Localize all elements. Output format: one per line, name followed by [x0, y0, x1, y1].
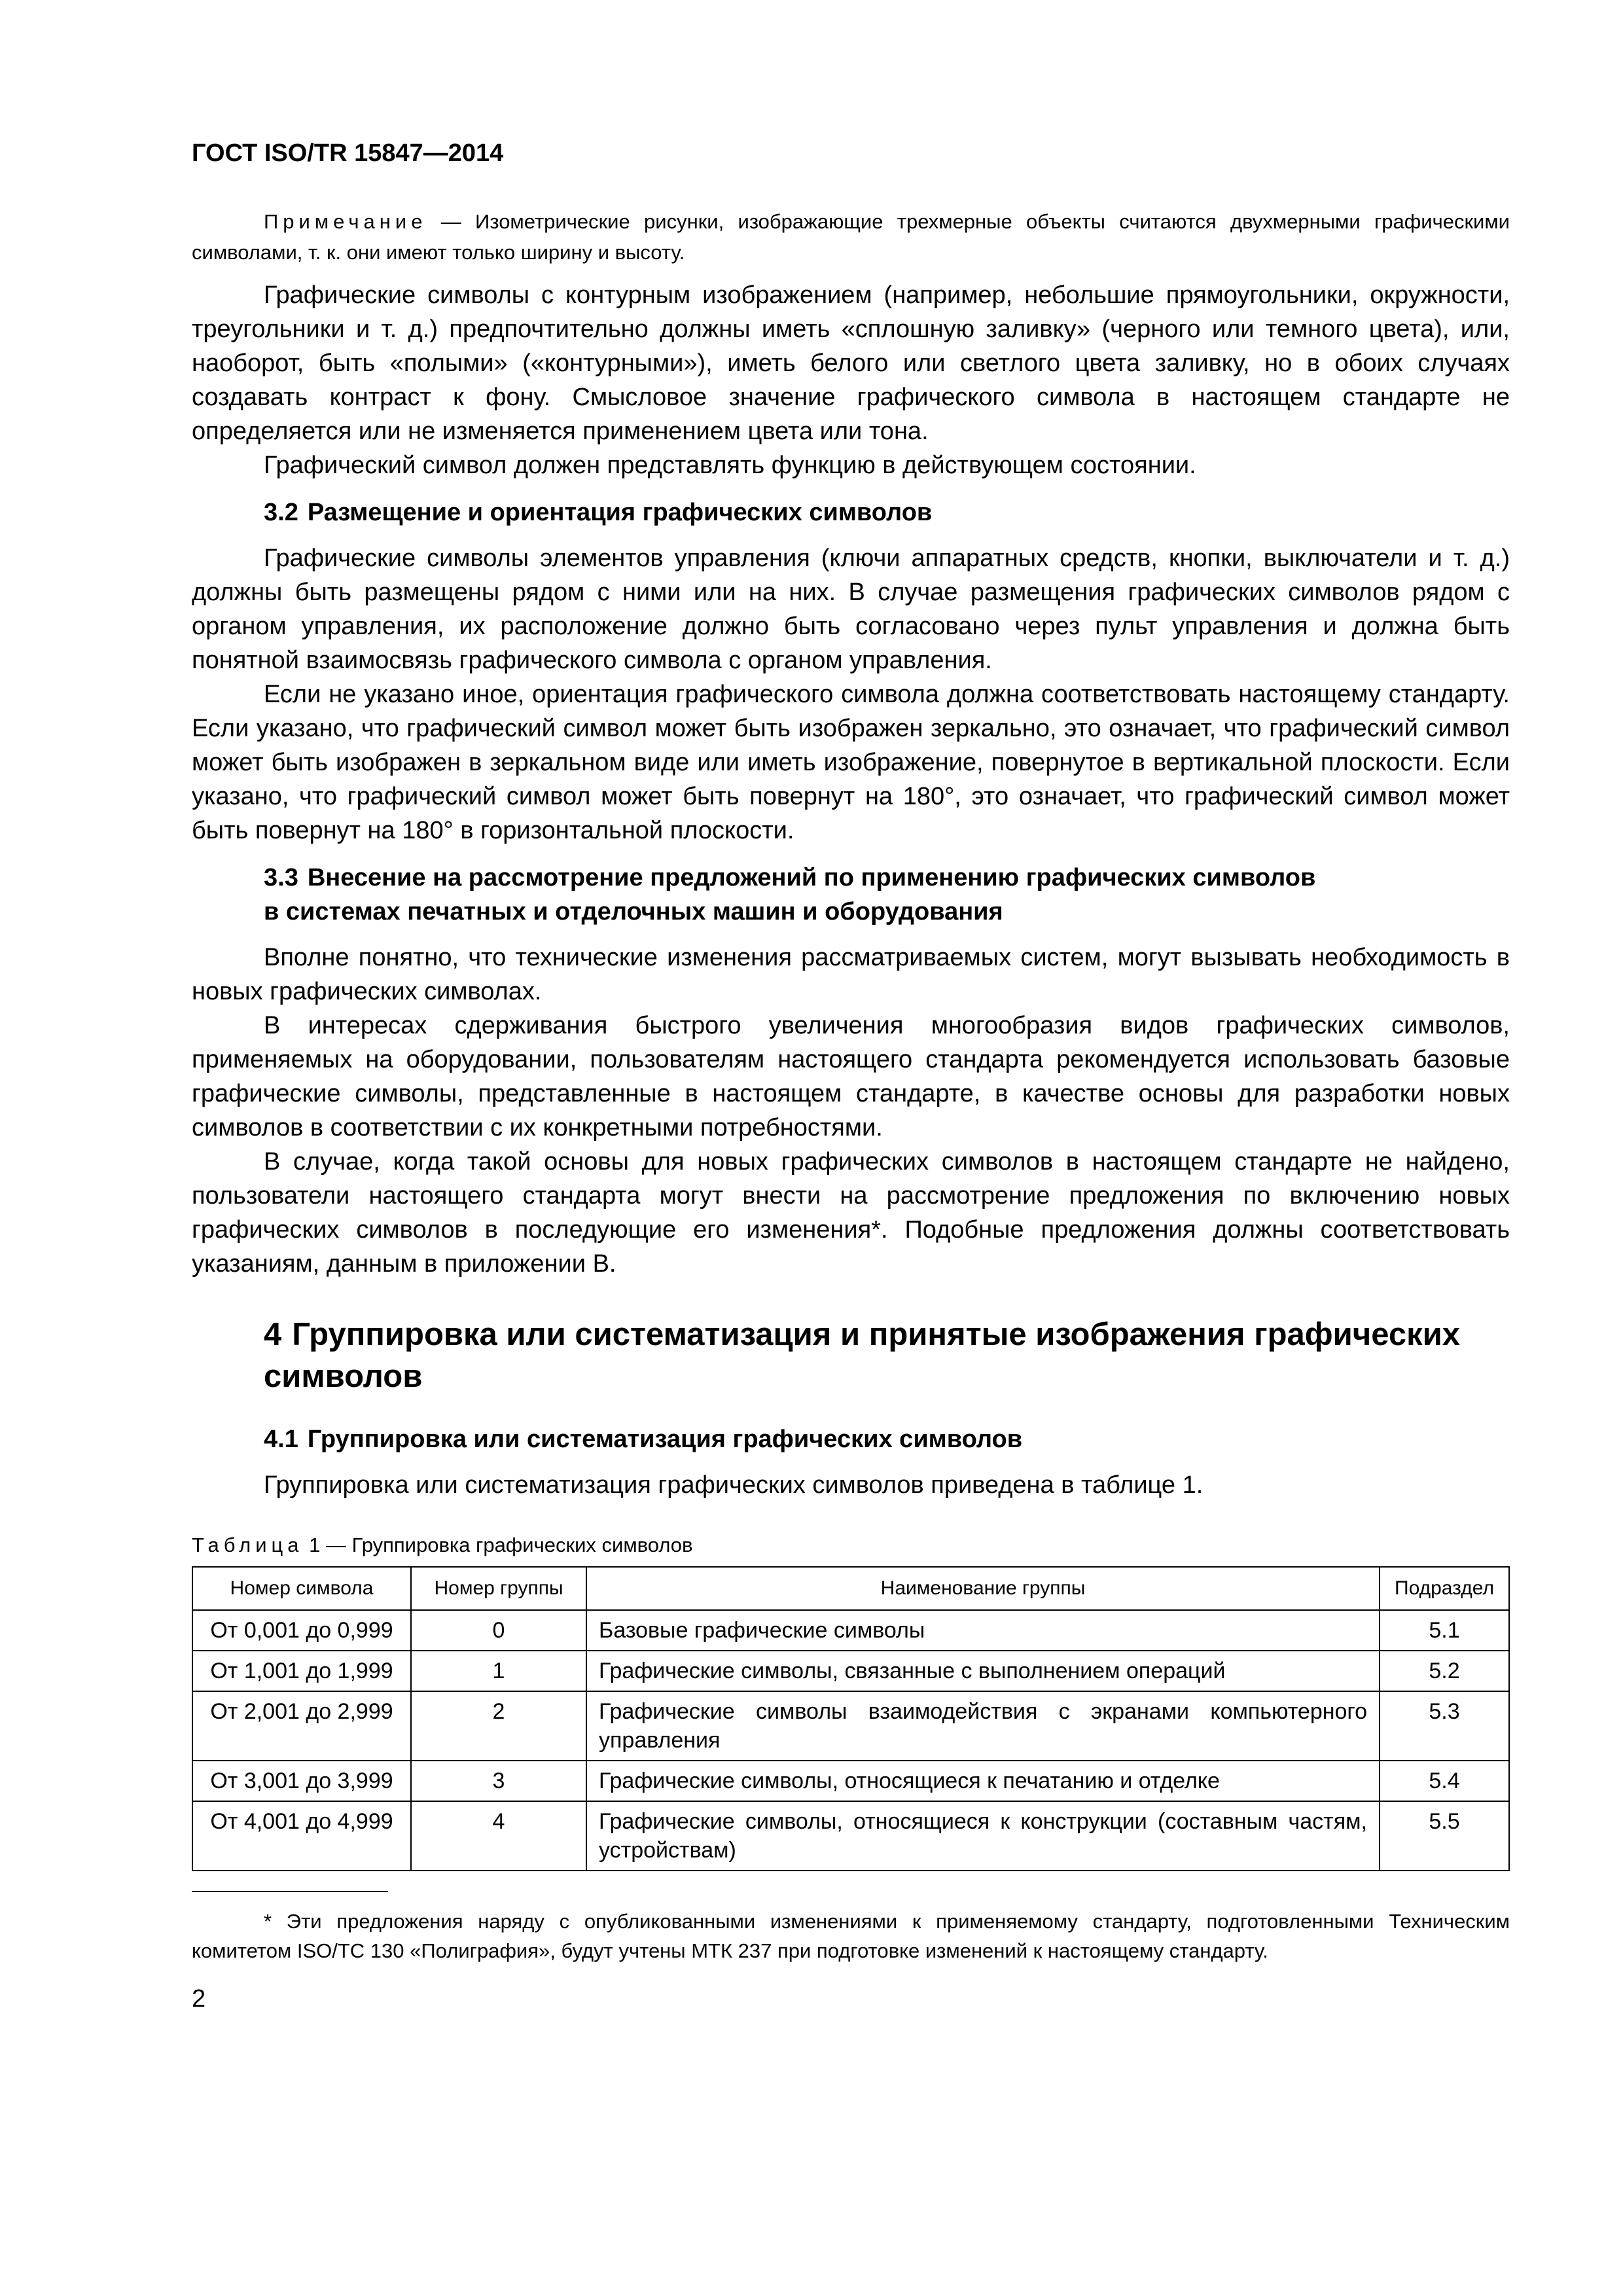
table-cell: От 1,001 до 1,999	[192, 1651, 411, 1691]
subsection-heading-4-1	[192, 1422, 1510, 1456]
paragraph: В случае, когда такой основы для новых графических символов в настоящем стандарте не найдено, пользователи настоящего стандарта могут внести на рассмотрение предложения по включению новых графических символов в последующие его изменения*. Подобные предложения должны соответствовать указаниям, данным в приложении В.	[192, 1148, 1510, 1278]
table-cell: 3	[411, 1761, 586, 1801]
paragraph: Если не указано иное, ориентация графического символа должна соответствовать настоящему стандарту. Если указано, что графический символ может быть изображен зеркально, это означает, что графический символ может быть изображен в зеркальном виде или иметь изображение, повернутое в вертикальной плоскости. Если указано, что графический символ может быть повернут на 180°, это означает, что графический символ может быть повернут на 180° в горизонтальной плоскости.	[192, 681, 1510, 844]
table-caption-label: Таблица	[192, 1534, 304, 1556]
table-cell: 5.5	[1380, 1801, 1509, 1871]
table-cell: 0	[411, 1610, 586, 1651]
table-row	[192, 1761, 1509, 1801]
paragraph: Графические символы элементов управления (ключи аппаратных средств, кнопки, выключатели и т. д.) должны быть размещены рядом с ними или на них. В случае размещения графических символов рядом с органом управления, их расположение должно быть согласовано через пульт управления и должна быть понятной взаимосвязь графического символа с органом управления.	[192, 545, 1510, 674]
footnote: * Эти предложения наряду с опубликованными изменениями к применяемому стандарту, подготовленными Техническим комитетом ISO/TC 130 «Полиграфия», будут учтены МТК 237 при подготовке изменений к настоящему стандарту.	[192, 1910, 1510, 1962]
section-heading-4	[192, 1314, 1510, 1397]
table-cell: От 0,001 до 0,999	[192, 1610, 411, 1651]
subsection-heading-3-3	[192, 861, 1510, 929]
table-cell: 5.4	[1380, 1761, 1509, 1801]
table-cell: Графические символы, относящиеся к конструкции (составным частям, устройствам)	[586, 1801, 1380, 1871]
subsection-title-line2: в системах печатных и отделочных машин и оборудования	[264, 898, 1003, 925]
table-cell: 5.2	[1380, 1651, 1509, 1691]
column-header: Наименование группы	[586, 1567, 1380, 1610]
section-title: Группировка или систематизация и принятые изображения графических символов	[264, 1317, 1460, 1394]
table-cell: 1	[411, 1651, 586, 1691]
subsection-title-line1: Внесение на рассмотрение предложений по применению графических символов	[307, 864, 1316, 891]
table-caption	[192, 1534, 1510, 1557]
table-cell: Базовые графические символы	[586, 1610, 1380, 1651]
table-cell: От 4,001 до 4,999	[192, 1801, 411, 1871]
table-caption-text: 1 — Группировка графических символов	[303, 1534, 693, 1556]
table-row	[192, 1610, 1509, 1651]
table-header-row	[192, 1567, 1509, 1610]
footnote-divider	[192, 1891, 388, 1892]
subsection-title: Группировка или систематизация графических символов	[307, 1426, 1023, 1453]
table-row	[192, 1651, 1509, 1691]
table-cell: 4	[411, 1801, 586, 1871]
subsection-number: 3.3	[264, 864, 298, 891]
table-cell: 2	[411, 1691, 586, 1761]
table-row	[192, 1691, 1509, 1761]
note-text: — Изометрические рисунки, изображающие трехмерные объекты считаются двухмерными графическими символами, т. к. они имеют только ширину и высоту.	[192, 210, 1510, 264]
paragraph: Группировка или систематизация графических символов приведена в таблице 1.	[264, 1471, 1204, 1499]
table-cell: 5.3	[1380, 1691, 1509, 1761]
subsection-heading-3-2	[192, 495, 1510, 529]
paragraph: В интересах сдерживания быстрого увеличения многообразия видов графических символов, применяемых на оборудовании, пользователям настоящего стандарта рекомендуется использовать базовые графические символы, представленные в настоящем стандарте, в качестве основы для разработки новых символов в соответствии с их конкретными потребностями.	[192, 1012, 1510, 1141]
table-cell: От 3,001 до 3,999	[192, 1761, 411, 1801]
subsection-title: Размещение и ориентация графических символов	[307, 499, 933, 526]
column-header: Подраздел	[1380, 1567, 1509, 1610]
column-header: Номер группы	[411, 1567, 586, 1610]
section-number: 4	[264, 1317, 282, 1352]
page-number: 2	[192, 1985, 206, 2013]
note	[192, 206, 1510, 268]
subsection-number: 3.2	[264, 499, 298, 526]
note-label: Примечание	[264, 210, 427, 233]
document-header: ГОСТ ISO/TR 15847—2014	[192, 139, 504, 167]
paragraph: Вполне понятно, что технические изменения рассматриваемых систем, могут вызывать необходимость в новых графических символах.	[192, 944, 1510, 1005]
column-header: Номер символа	[192, 1567, 411, 1610]
table-cell: Графические символы, связанные с выполнением операций	[586, 1651, 1380, 1691]
symbol-groups-table	[192, 1566, 1510, 1871]
paragraph: Графические символы с контурным изображением (например, небольшие прямоугольники, окружности, треугольники и т. д.) предпочтительно должны иметь «сплошную заливку» (черного или темного цвета), или, наоборот, быть «полыми» («контурными»), иметь белого или светлого цвета заливку, но в обоих случаях создавать контраст к фону. Смысловое значение графического символа в настоящем стандарте не определяется или не изменяется применением цвета или тона.	[192, 281, 1510, 445]
table-cell: Графические символы, относящиеся к печатанию и отделке	[586, 1761, 1380, 1801]
document-page	[192, 141, 1510, 2013]
paragraph: Графический символ должен представлять функцию в действующем состоянии.	[264, 452, 1196, 479]
table-row	[192, 1801, 1509, 1871]
table-cell: 5.1	[1380, 1610, 1509, 1651]
table-cell: Графические символы взаимодействия с экранами компьютерного управления	[586, 1691, 1380, 1761]
table-cell: От 2,001 до 2,999	[192, 1691, 411, 1761]
subsection-number: 4.1	[264, 1426, 298, 1453]
